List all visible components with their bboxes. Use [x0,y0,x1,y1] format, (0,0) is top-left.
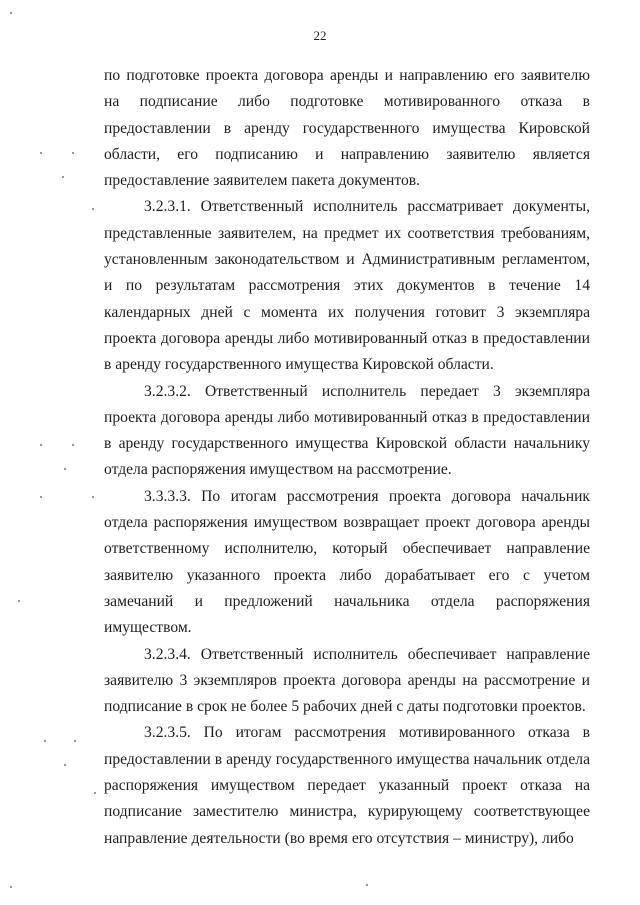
scan-speck [40,152,42,154]
scan-speck [64,764,66,766]
scan-speck [62,176,64,178]
paragraph-3-2-3-2: 3.2.3.2. Ответственный исполнитель передает 3 экземпляра проекта договора аренды либо мотивированный отказ в предоставлении в аренду государственного имущества Кировской области начальнику отдела распоряжения имуществом на рассмотрение. [104,382,590,479]
paragraph-continuation: по подготовке проекта договора аренды и направлению его заявителю на подписание либо подготовке мотивированного отказа в предоставлении в аренду государственного имущества Кировской области, его подписанию и направлению заявителю является предоставление заявителем пакета документов. [104,67,590,190]
page-number: 22 [313,28,327,43]
document-body [104,63,590,852]
scan-speck [10,886,12,888]
paragraph-3-2-3-5: 3.2.3.5. По итогам рассмотрения мотивированного отказа в предоставлении в аренду государственного имущества начальник отдела распоряжения имуществом передает указанный проект отказа на подписание заместителю министра, курирующему соответствующее направление деятельности (во время его отсутствия – министру), либо [104,724,590,847]
scan-speck [366,884,368,886]
scan-speck [44,740,46,742]
scan-speck [72,152,74,154]
paragraph-3-2-3-4: 3.2.3.4. Ответственный исполнитель обеспечивает направление заявителю 3 экземпляров проекта договора аренды на рассмотрение и подписание в срок не более 5 рабочих дней с даты подготовки проектов. [104,645,590,716]
paragraph-3-3-3-3: 3.3.3.3. По итогам рассмотрения проекта договора начальник отдела распоряжения имуществом возвращает проект договора аренды ответственному исполнителю, который обеспечивает направление заявителю указанного проекта либо дорабатывает его с учетом замечаний и предложений начальника отдела распоряжения имуществом. [104,487,590,637]
scan-speck [74,740,76,742]
scan-speck [64,468,66,470]
scan-speck [40,444,42,446]
scan-speck [92,496,94,498]
scan-speck [72,444,74,446]
scan-speck [40,496,42,498]
scan-speck [10,12,12,14]
scan-speck [18,600,20,602]
scan-speck [94,792,96,794]
paragraph-3-2-3-1: 3.2.3.1. Ответственный исполнитель рассматривает документы, представленные заявителем, на предмет их соответствия требованиям, установленным законодательством и Административным регламентом, и по результатам рассмотрения этих документов в течение 14 календарных дней с момента их получения готовит 3 экземпляра проекта договора аренды либо мотивированный отказ в предоставлении в аренду государственного имущества Кировской области. [104,198,590,374]
scan-speck [92,208,94,210]
